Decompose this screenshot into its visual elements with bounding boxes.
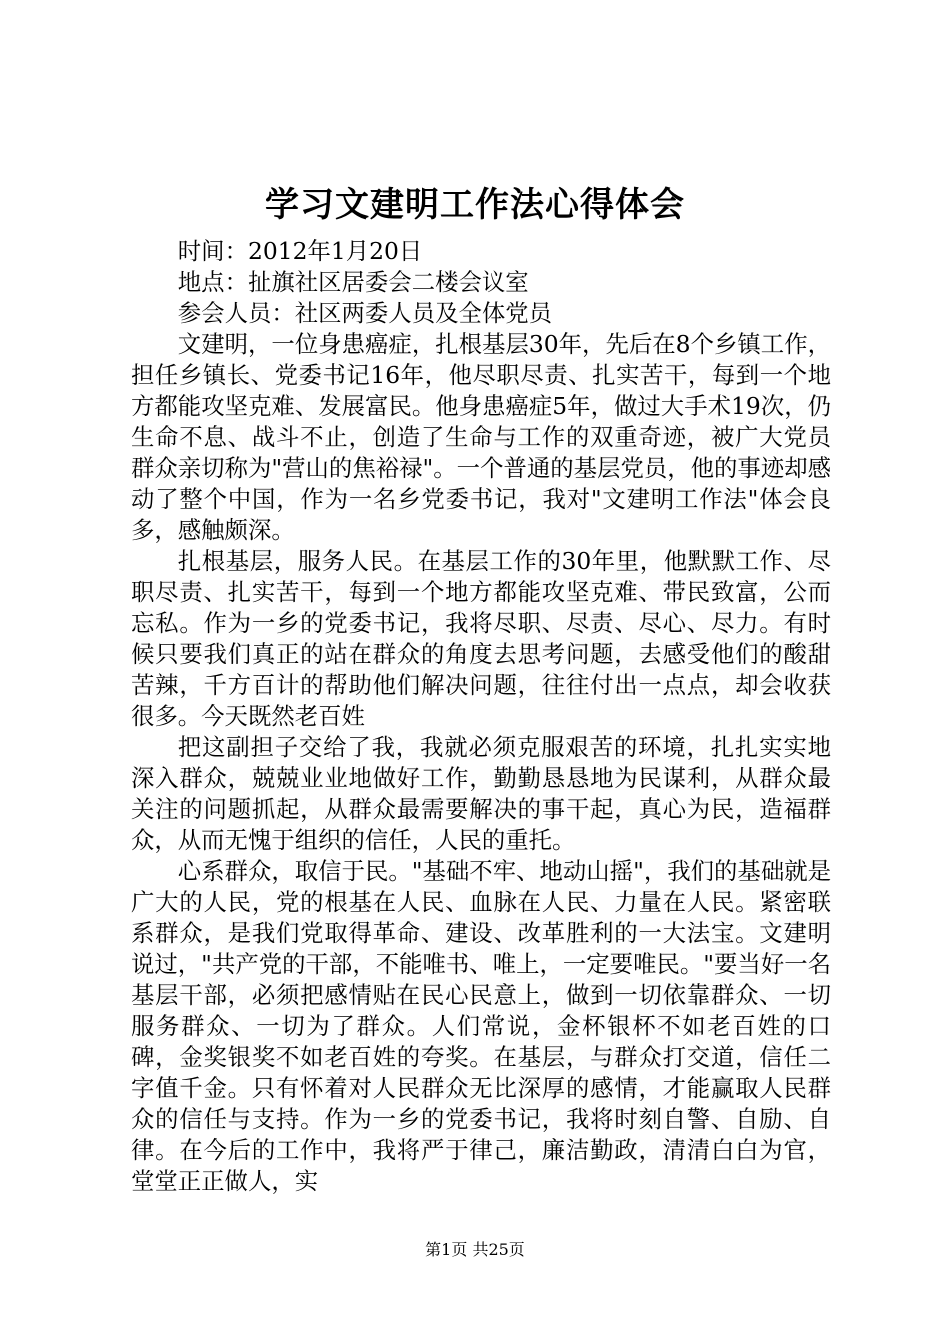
paragraph-2: 扎根基层，服务人民。在基层工作的30年里，他默默工作、尽职尽责、扎实苦干，每到一个地方都能攻坚克难、带民致富，公而忘私。作为一乡的党委书记，我将尽职、尽责、尽心、尽力。有时候只要我们真正的站在群众的角度去思考问题，去感受他们的酸甜苦辣，千方百计的帮助他们解决问题，往往付出一点点，却会收获很多。今天既然老百姓 bbox=[131, 547, 831, 730]
paragraph-4: 心系群众，取信于民。"基础不牢、地动山摇"，我们的基础就是广大的人民，党的根基在人民、血脉在人民、力量在人民。紧密联系群众，是我们党取得革命、建设、改革胜利的一大法宝。文建明说过，"共产党的干部，不能唯书、唯上，一定要唯民。"要当好一名基层干部，必须把感情贴在民心民意上，做到一切依靠群众、一切服务群众、一切为了群众。人们常说，金杯银杯不如老百姓的口碑，金奖银奖不如老百姓的夸奖。在基层，与群众打交道，信任二字值千金。只有怀着对人民群众无比深厚的感情，才能赢取人民群众的信任与支持。作为一乡的党委书记，我将时刻自警、自励、自律。在今后的工作中，我将严于律己，廉洁勤政，清清白白为官，堂堂正正做人，实 bbox=[131, 857, 831, 1195]
meeting-attendees: 参会人员：社区两委人员及全体党员 bbox=[177, 299, 553, 327]
meeting-location: 地点：扯旗社区居委会二楼会议室 bbox=[177, 268, 529, 296]
paragraph-3: 把这副担子交给了我，我就必须克服艰苦的环境，扎扎实实地深入群众，兢兢业业地做好工作，勤勤恳恳地为民谋利，从群众最关注的问题抓起，从群众最需要解决的事干起，真心为民，造福群众，从而无愧于组织的信任，人民的重托。 bbox=[131, 733, 831, 854]
paragraph-1: 文建明，一位身患癌症，扎根基层30年，先后在8个乡镇工作，担任乡镇长、党委书记16年，他尽职尽责、扎实苦干，每到一个地方都能攻坚克难、发展富民。他身患癌症5年，做过大手术19次，仍生命不息、战斗不止，创造了生命与工作的双重奇迹，被广大党员群众亲切称为"营山的焦裕禄"。一个普通的基层党员，他的事迹却感动了整个中国，作为一名乡党委书记，我对"文建明工作法"体会良多，感触颇深。 bbox=[131, 330, 831, 544]
document-body bbox=[131, 236, 831, 1197]
page-footer: 第1页 共25页 bbox=[425, 1240, 525, 1259]
meeting-time: 时间：2012年1月20日 bbox=[177, 237, 423, 265]
document-title: 学习文建明工作法心得体会 bbox=[265, 185, 685, 225]
